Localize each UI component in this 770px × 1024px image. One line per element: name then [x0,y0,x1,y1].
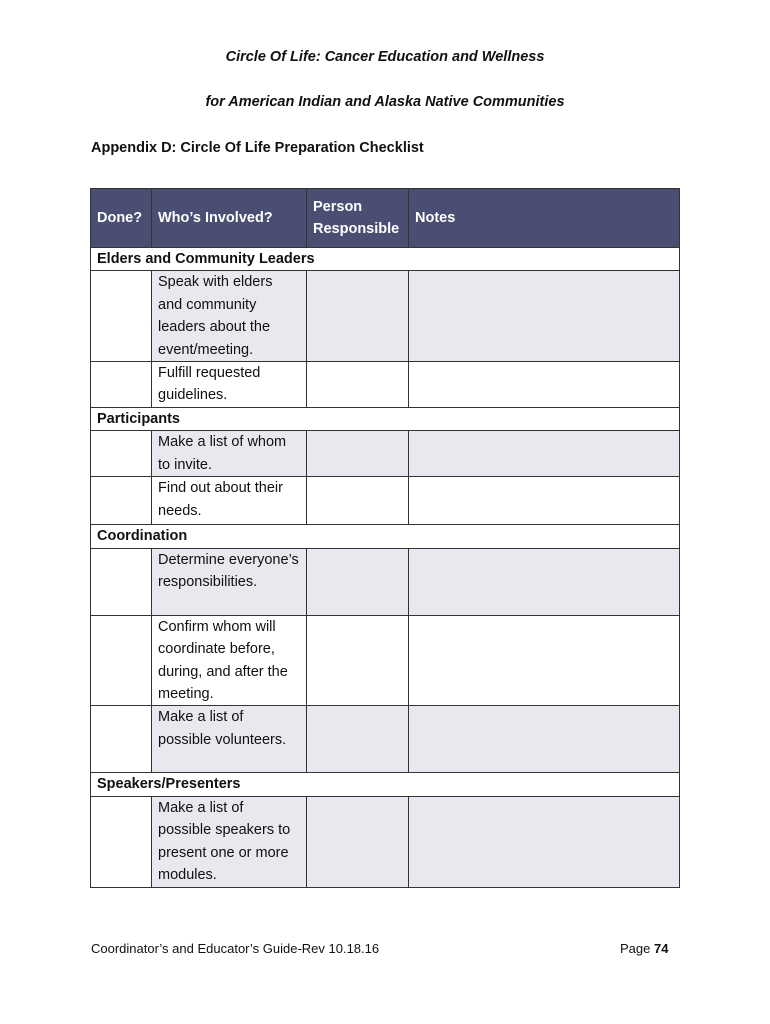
task-cell: Determine everyone’s responsibilities. [152,548,307,615]
done-checkbox-cell[interactable] [91,431,152,477]
section-title: Participants [91,408,680,431]
done-checkbox-cell[interactable] [91,796,152,887]
task-cell: Find out about their needs. [152,477,307,525]
section-row [91,773,680,796]
person-responsible-cell[interactable] [307,431,409,477]
notes-cell[interactable] [409,548,680,615]
footer-page-number [620,941,668,956]
person-responsible-cell[interactable] [307,548,409,615]
document-title-line-1: Circle Of Life: Cancer Education and Wellness [225,49,545,65]
done-checkbox-cell[interactable] [91,271,152,362]
person-responsible-cell[interactable] [307,477,409,525]
done-checkbox-cell[interactable] [91,706,152,773]
table-row [91,477,680,525]
page-label: Page [620,941,651,956]
table-row [91,796,680,887]
column-header-whos-involved: Who’s Involved? [152,189,307,248]
notes-cell[interactable] [409,706,680,773]
task-cell: Make a list of possible volunteers. [152,706,307,773]
section-title: Speakers/Presenters [91,773,680,796]
done-checkbox-cell[interactable] [91,362,152,408]
done-checkbox-cell[interactable] [91,615,152,706]
preparation-checklist-table [90,188,680,888]
table-row [91,615,680,706]
table-row [91,706,680,773]
notes-cell[interactable] [409,477,680,525]
footer-guide-revision: Coordinator’s and Educator’s Guide-Rev 10.18.16 [91,941,380,956]
person-responsible-cell[interactable] [307,796,409,887]
document-title-line-2: for American Indian and Alaska Native Communities [205,94,565,110]
table-row [91,362,680,408]
notes-cell[interactable] [409,362,680,408]
person-responsible-cell[interactable] [307,706,409,773]
task-cell: Confirm whom will coordinate before, during, and after the meeting. [152,615,307,706]
table-row [91,271,680,362]
appendix-heading: Appendix D: Circle Of Life Preparation Checklist [91,140,424,156]
page-number: 74 [654,941,669,956]
column-header-notes: Notes [409,189,680,248]
person-responsible-cell[interactable] [307,615,409,706]
notes-cell[interactable] [409,796,680,887]
section-row [91,248,680,271]
section-title: Coordination [91,525,680,548]
table-header-row [91,189,680,248]
section-row [91,408,680,431]
column-header-done: Done? [91,189,152,248]
task-cell: Make a list of whom to invite. [152,431,307,477]
task-cell: Make a list of possible speakers to present one or more modules. [152,796,307,887]
table-row [91,431,680,477]
column-header-person-responsible: Person Responsible [307,189,409,248]
notes-cell[interactable] [409,615,680,706]
person-responsible-cell[interactable] [307,362,409,408]
done-checkbox-cell[interactable] [91,477,152,525]
task-cell: Speak with elders and community leaders about the event/meeting. [152,271,307,362]
table-row [91,548,680,615]
notes-cell[interactable] [409,431,680,477]
done-checkbox-cell[interactable] [91,548,152,615]
task-cell: Fulfill requested guidelines. [152,362,307,408]
notes-cell[interactable] [409,271,680,362]
person-responsible-cell[interactable] [307,271,409,362]
section-row [91,525,680,548]
section-title: Elders and Community Leaders [91,248,680,271]
